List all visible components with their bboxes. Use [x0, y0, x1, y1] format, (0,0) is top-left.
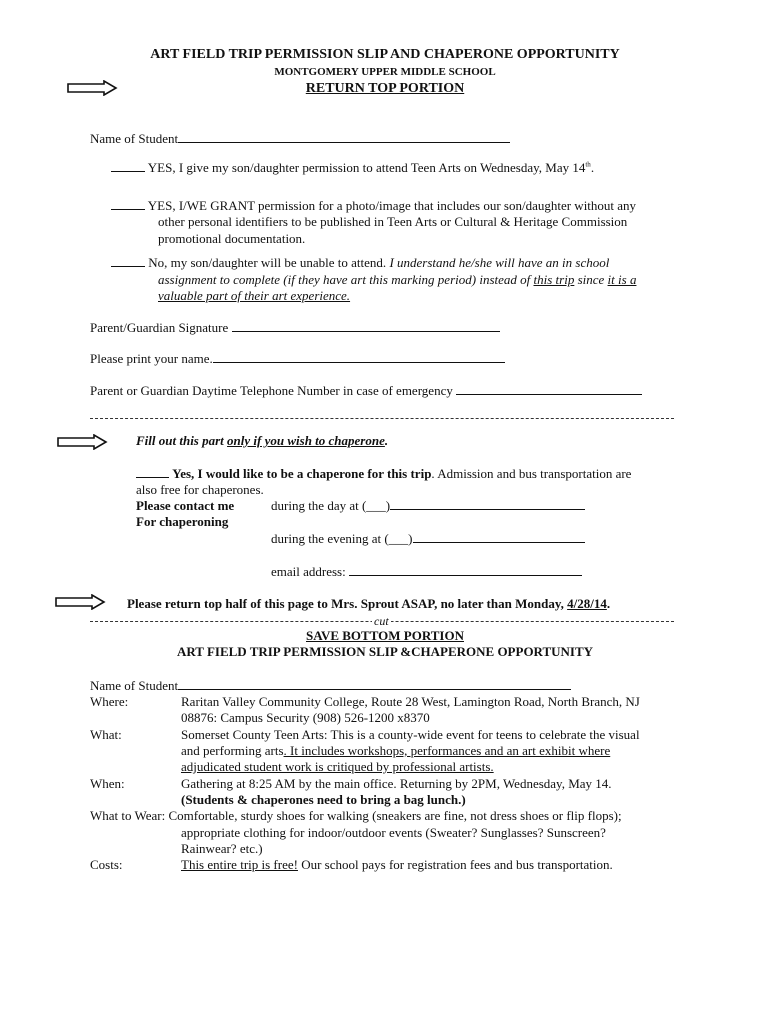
contact-label-2: For chaperoning: [136, 514, 229, 529]
costs-line: This entire trip is free! Our school pays for registration fees and bus transportation.: [181, 857, 613, 872]
when-label: When:: [90, 776, 125, 791]
where-line1: Raritan Valley Community College, Route 28 West, Lamington Road, North Branch, NJ: [181, 694, 640, 709]
when-line2: (Students & chaperones need to bring a bag lunch.): [181, 792, 466, 807]
emergency-phone-line[interactable]: [456, 383, 642, 395]
photo-permission-line2: other personal identifiers to be published in Teen Arts or Cultural & Heritage Commission: [158, 214, 628, 229]
chaperone-instruction: Fill out this part only if you wish to chaperone.: [136, 433, 389, 448]
right-arrow-icon: [56, 434, 108, 450]
document-title: ART FIELD TRIP PERMISSION SLIP AND CHAPERONE OPPORTUNITY: [150, 47, 620, 62]
attend-check-blank[interactable]: [111, 160, 145, 172]
save-bottom-heading: SAVE BOTTOM PORTION: [306, 628, 464, 643]
email-field[interactable]: email address:: [271, 564, 582, 580]
contact-label-1: Please contact me: [136, 498, 235, 513]
where-label: Where:: [90, 694, 129, 709]
student-name-field[interactable]: [90, 131, 510, 147]
student-name-line[interactable]: [178, 131, 510, 143]
chaperone-check-blank[interactable]: [136, 466, 169, 478]
bottom-student-name-field[interactable]: Name of Student: [90, 678, 571, 694]
photo-permission-line3: promotional documentation.: [158, 231, 306, 246]
return-deadline-note: Please return top half of this page to Mrs. Sprout ASAP, no later than Monday, 4/28/14.: [127, 596, 611, 611]
return-top-heading: RETURN TOP PORTION: [305, 81, 465, 96]
evening-phone-field[interactable]: during the evening at (___): [271, 531, 585, 547]
costs-label: Costs:: [90, 857, 123, 872]
what-line1: Somerset County Teen Arts: This is a county-wide event for teens to celebrate the visual: [181, 727, 640, 742]
chaperone-volunteer-item: Yes, I would like to be a chaperone for this trip. Admission and bus transportation are: [136, 466, 631, 482]
photo-check-blank[interactable]: [111, 198, 145, 210]
unable-attend-item: No, my son/daughter will be unable to attend. I understand he/she will have an in school: [111, 255, 609, 271]
signature-line[interactable]: [232, 320, 500, 332]
evening-phone-line[interactable]: [413, 531, 585, 543]
wear-line3: Rainwear? etc.): [181, 841, 263, 856]
what-line3: adjudicated student work is critiqued by professional artists.: [181, 759, 494, 774]
photo-permission-item: YES, I/WE GRANT permission for a photo/image that includes our son/daughter without any: [111, 198, 636, 214]
wear-line2: appropriate clothing for indoor/outdoor events (Sweater? Sunglasses? Sunscreen?: [181, 825, 606, 840]
what-line2: and performing arts. It includes workshops, performances and an art exhibit where: [181, 743, 611, 758]
chaperone-free-note: also free for chaperones.: [136, 482, 264, 497]
when-line1: Gathering at 8:25 AM by the main office. Returning by 2PM, Wednesday, May 14.: [181, 776, 612, 791]
wear-line1: What to Wear: Comfortable, sturdy shoes for walking (sneakers are fine, not dress shoes or flip flops);: [90, 808, 622, 823]
print-name-field[interactable]: Please print your name.: [90, 351, 505, 367]
day-phone-field[interactable]: during the day at (___): [271, 498, 585, 514]
bottom-student-name-line[interactable]: [178, 678, 571, 690]
unable-attend-line2: assignment to complete (if they have art this marking period) instead of this trip since it is a: [158, 272, 637, 287]
right-arrow-icon: [54, 594, 106, 610]
where-line2: 08876: Campus Security (908) 526-1200 x8370: [181, 710, 430, 725]
what-label: What:: [90, 727, 122, 742]
signature-field[interactable]: Parent/Guardian Signature: [90, 320, 500, 336]
unable-check-blank[interactable]: [111, 255, 145, 267]
school-name: MONTGOMERY UPPER MIDDLE SCHOOL: [274, 66, 496, 78]
cut-label: cut: [374, 614, 389, 628]
student-name-label: Name of Student: [90, 131, 179, 146]
print-name-line[interactable]: [213, 351, 505, 363]
permission-attend-item: YES, I give my son/daughter permission to attend Teen Arts on Wednesday, May 14th.: [111, 160, 594, 176]
day-phone-line[interactable]: [390, 498, 585, 510]
email-line[interactable]: [349, 564, 582, 576]
separator-line: [90, 418, 674, 419]
unable-attend-line3: valuable part of their art experience.: [158, 288, 351, 303]
bottom-title: ART FIELD TRIP PERMISSION SLIP &CHAPERONE OPPORTUNITY: [176, 644, 594, 659]
emergency-phone-field[interactable]: Parent or Guardian Daytime Telephone Number in case of emergency: [90, 383, 642, 399]
